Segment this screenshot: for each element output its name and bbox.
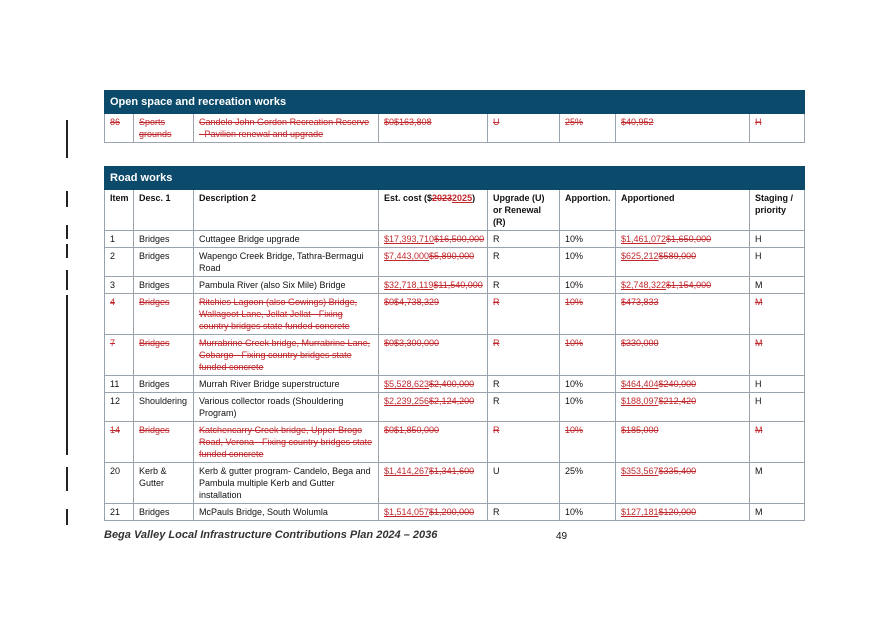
header-apportion: Apportion. bbox=[560, 190, 616, 231]
cell-cost: $5,528,623$2,400,000 bbox=[379, 376, 488, 393]
cell-apportioned: $330,000 bbox=[616, 335, 750, 376]
cell-desc1: Bridges bbox=[134, 294, 194, 335]
cell-type: U bbox=[488, 114, 560, 143]
cell-desc2: Kerb & gutter program- Candelo, Bega and Pambula multiple Kerb and Gutter installation bbox=[194, 463, 379, 504]
cell-desc1: Bridges bbox=[134, 335, 194, 376]
cell-cost: $0$4,738,329 bbox=[379, 294, 488, 335]
cell-type: R bbox=[488, 422, 560, 463]
cell-desc1: Bridges bbox=[134, 376, 194, 393]
cell-cost: $0$3,300,000 bbox=[379, 335, 488, 376]
cell-cost: $1,514,057$1,200,000 bbox=[379, 504, 488, 521]
cell-apportion: 10% bbox=[560, 248, 616, 277]
cell-apportioned: $464,404$240,000 bbox=[616, 376, 750, 393]
header-cost: Est. cost ($20232025) bbox=[379, 190, 488, 231]
cell-apportion: 10% bbox=[560, 422, 616, 463]
cell-desc2: Cuttagee Bridge upgrade bbox=[194, 231, 379, 248]
table-row bbox=[105, 422, 805, 463]
cell-desc2: Various collector roads (Shouldering Program) bbox=[194, 393, 379, 422]
table-row bbox=[105, 393, 805, 422]
cell-cost: $32,718,119$11,540,000 bbox=[379, 277, 488, 294]
table-row bbox=[105, 248, 805, 277]
cell-staging: M bbox=[750, 422, 805, 463]
section-title: Road works bbox=[105, 167, 805, 190]
cell-desc1: Bridges bbox=[134, 231, 194, 248]
table-row bbox=[105, 114, 805, 143]
cell-desc2: Murrabrine Creek bridge, Murrabrine Lane, Cobargo - Fixing country bridges state funded concrete bbox=[194, 335, 379, 376]
table-row bbox=[105, 376, 805, 393]
cell-type: R bbox=[488, 393, 560, 422]
cell-item: 11 bbox=[105, 376, 134, 393]
cell-type: R bbox=[488, 277, 560, 294]
cell-apportion: 10% bbox=[560, 393, 616, 422]
cell-apportioned: $40,952 bbox=[616, 114, 750, 143]
cell-apportion: 10% bbox=[560, 335, 616, 376]
cell-type: R bbox=[488, 376, 560, 393]
cell-apportioned: $1,461,072$1,650,000 bbox=[616, 231, 750, 248]
cell-apportioned: $127,181$120,000 bbox=[616, 504, 750, 521]
open-space-table bbox=[104, 90, 805, 143]
cell-item: 21 bbox=[105, 504, 134, 521]
cell-apportion: 10% bbox=[560, 277, 616, 294]
cell-type: R bbox=[488, 248, 560, 277]
cell-item: 7 bbox=[105, 335, 134, 376]
change-bar bbox=[66, 270, 68, 290]
cell-type: U bbox=[488, 463, 560, 504]
column-header-row bbox=[105, 190, 805, 231]
change-bar bbox=[66, 467, 68, 491]
change-bar bbox=[66, 120, 68, 158]
cell-item: 2 bbox=[105, 248, 134, 277]
cell-item: 12 bbox=[105, 393, 134, 422]
header-type: Upgrade (U) or Renewal (R) bbox=[488, 190, 560, 231]
cell-apportioned: $473,833 bbox=[616, 294, 750, 335]
cell-desc2: Murrah River Bridge superstructure bbox=[194, 376, 379, 393]
cell-cost: $0$1,850,000 bbox=[379, 422, 488, 463]
cell-staging: H bbox=[750, 376, 805, 393]
cell-desc1: Bridges bbox=[134, 504, 194, 521]
cell-item: 20 bbox=[105, 463, 134, 504]
cell-desc1: Bridges bbox=[134, 422, 194, 463]
cell-desc2: Katchencarry Creek bridge, Upper Brogo Road, Verona - Fixing country bridges state funded concrete bbox=[194, 422, 379, 463]
cell-apportion: 25% bbox=[560, 114, 616, 143]
cell-apportioned: $625,212$589,000 bbox=[616, 248, 750, 277]
cell-staging: M bbox=[750, 294, 805, 335]
cell-apportion: 10% bbox=[560, 231, 616, 248]
cell-item: 3 bbox=[105, 277, 134, 294]
section-title: Open space and recreation works bbox=[105, 91, 805, 114]
cell-staging: M bbox=[750, 463, 805, 504]
cell-item: 14 bbox=[105, 422, 134, 463]
cell-item: 86 bbox=[105, 114, 134, 143]
header-apportioned: Apportioned bbox=[616, 190, 750, 231]
cell-item: 4 bbox=[105, 294, 134, 335]
page-number: 49 bbox=[556, 531, 568, 542]
cell-staging: H bbox=[750, 248, 805, 277]
cell-cost: $7,443,000$5,890,000 bbox=[379, 248, 488, 277]
table-row bbox=[105, 335, 805, 376]
table-row bbox=[105, 463, 805, 504]
cell-apportioned: $353,567$335,400 bbox=[616, 463, 750, 504]
header-staging: Staging / priority bbox=[750, 190, 805, 231]
cell-cost: $17,393,710$16,500,000 bbox=[379, 231, 488, 248]
cell-staging: H bbox=[750, 393, 805, 422]
cell-apportioned: $185,000 bbox=[616, 422, 750, 463]
change-bar bbox=[66, 244, 68, 258]
cell-item: 1 bbox=[105, 231, 134, 248]
cell-type: R bbox=[488, 504, 560, 521]
cell-desc1: Bridges bbox=[134, 277, 194, 294]
change-bar bbox=[66, 225, 68, 239]
footer-title: Bega Valley Local Infrastructure Contributions Plan 2024 – 2036 bbox=[104, 529, 438, 541]
change-bar bbox=[66, 191, 68, 207]
cell-desc2: Ritchies Lagoon (also Gowings) Bridge, Wallagoot Lane, Jellat Jellat - Fixing country bridges state funded concrete bbox=[194, 294, 379, 335]
cell-cost: $0$163,808 bbox=[379, 114, 488, 143]
cell-desc2: Pambula River (also Six Mile) Bridge bbox=[194, 277, 379, 294]
cell-staging: H bbox=[750, 114, 805, 143]
cell-type: R bbox=[488, 294, 560, 335]
road-works-table bbox=[104, 166, 805, 521]
cell-desc2: Candelo John Gordon Recreation Reserve - Pavilion renewal and upgrade bbox=[194, 114, 379, 143]
cell-apportioned: $2,748,322$1,154,000 bbox=[616, 277, 750, 294]
table-row bbox=[105, 231, 805, 248]
cell-apportioned: $188,097$212,420 bbox=[616, 393, 750, 422]
cell-cost: $1,414,267$1,341,600 bbox=[379, 463, 488, 504]
cell-apportion: 10% bbox=[560, 504, 616, 521]
cell-desc2: McPauls Bridge, South Wolumla bbox=[194, 504, 379, 521]
cell-apportion: 10% bbox=[560, 376, 616, 393]
header-desc1: Desc. 1 bbox=[134, 190, 194, 231]
cell-type: R bbox=[488, 231, 560, 248]
header-desc2: Description 2 bbox=[194, 190, 379, 231]
cell-type: R bbox=[488, 335, 560, 376]
cell-desc2: Wapengo Creek Bridge, Tathra-Bermagui Road bbox=[194, 248, 379, 277]
cell-staging: M bbox=[750, 335, 805, 376]
table-row bbox=[105, 504, 805, 521]
table-row bbox=[105, 277, 805, 294]
cell-desc1: Sports grounds bbox=[134, 114, 194, 143]
cell-apportion: 10% bbox=[560, 294, 616, 335]
cell-staging: M bbox=[750, 504, 805, 521]
change-bar bbox=[66, 295, 68, 455]
cell-staging: H bbox=[750, 231, 805, 248]
change-bar bbox=[66, 509, 68, 525]
cell-desc1: Bridges bbox=[134, 248, 194, 277]
cell-apportion: 25% bbox=[560, 463, 616, 504]
cell-staging: M bbox=[750, 277, 805, 294]
table-row bbox=[105, 294, 805, 335]
cell-cost: $2,239,256$2,124,200 bbox=[379, 393, 488, 422]
header-item: Item bbox=[105, 190, 134, 231]
cell-desc1: Kerb & Gutter bbox=[134, 463, 194, 504]
cell-desc1: Shouldering bbox=[134, 393, 194, 422]
